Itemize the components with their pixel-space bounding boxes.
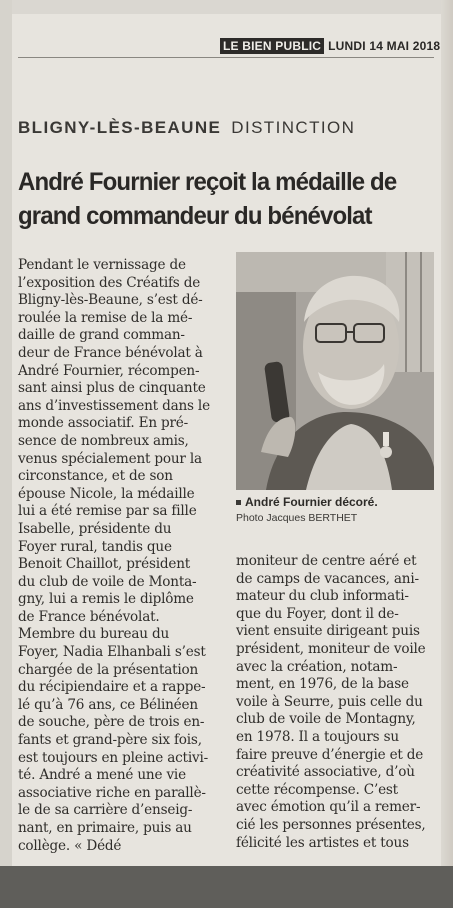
text-line: Benoit Chaillot, président: [18, 556, 191, 573]
text-line: moniteur de centre aéré et: [236, 553, 417, 569]
text-line: ment, en 1976, de la base: [236, 676, 409, 693]
caption-main: [236, 495, 436, 509]
text-line: le de sa carrière d’enseig-: [18, 802, 193, 819]
masthead: [220, 38, 440, 54]
text-line: roulée la remise de la mé-: [18, 309, 193, 326]
caption-bullet-icon: [236, 500, 241, 505]
headline-line-2: grand commandeur du bénévolat: [18, 202, 372, 230]
newspaper-name: LE BIEN PUBLIC: [220, 38, 324, 54]
article-column-left: [18, 257, 220, 855]
text-line: té. André a mené une vie: [18, 767, 186, 784]
text-line: est toujours en pleine activi-: [18, 749, 208, 766]
text-line: André Fournier, récompen-: [18, 362, 200, 379]
text-line: monde associatif. En pré-: [18, 415, 189, 432]
headline-line-1: André Fournier reçoit la médaille de: [18, 168, 397, 196]
text-line: fants et grand-père six fois,: [18, 732, 202, 749]
text-line: cié les personnes présentes,: [236, 816, 426, 833]
section-header: [18, 118, 355, 138]
caption-text: André Fournier décoré.: [245, 495, 378, 509]
issue-date: LUNDI 14 MAI 2018: [328, 39, 441, 53]
text-line: daille de grand comman-: [18, 327, 185, 344]
page-top-band: [12, 0, 441, 14]
article-headline: [18, 165, 421, 233]
text-line: président, moniteur de voile: [236, 640, 426, 657]
section-tag: DISTINCTION: [231, 118, 356, 137]
text-line: Foyer, Nadia Elhanbali s’est: [18, 644, 206, 661]
bleed-through-text: [438, 115, 453, 365]
text-line: lui a été remise par sa fille: [18, 503, 197, 520]
text-line: vient ensuite dirigeant puis: [236, 623, 420, 640]
text-line: sence de nombreux amis,: [18, 432, 189, 449]
portrait-image: [236, 252, 434, 490]
text-line: de souche, père de trois en-: [18, 714, 205, 731]
text-line: de camps de vacances, ani-: [236, 570, 419, 587]
text-line: club de voile de Montagny,: [236, 711, 416, 728]
text-line: l’exposition des Créatifs de: [18, 274, 201, 291]
page-bottom-shadow: [0, 866, 453, 908]
text-line: deur de France bénévolat à: [18, 344, 203, 361]
text-line: Isabelle, présidente du: [18, 520, 172, 537]
text-line: du club de voile de Monta-: [18, 573, 197, 590]
text-line: félicité les artistes et tous: [236, 834, 409, 851]
text-line: en 1978. Il a toujours su: [236, 728, 399, 745]
text-line: Membre du bureau du: [18, 626, 170, 643]
text-line: gny, lui a remis le diplôme: [18, 591, 194, 608]
text-line: créativité associative, d’où: [236, 764, 415, 781]
text-line: mateur du club informati-: [236, 588, 409, 605]
text-line: circonstance, et de son: [18, 468, 173, 485]
text-line: voile à Seurre, puis celle du: [236, 693, 423, 710]
text-line: lé qu’à 76 ans, ce Bélinéen: [18, 696, 198, 713]
text-line: cette récompense. C’est: [236, 781, 398, 798]
text-line: Foyer rural, tandis que: [18, 538, 172, 555]
text-line: épouse Nicole, la médaille: [18, 485, 195, 502]
text-line: que du Foyer, dont il de-: [236, 605, 399, 622]
text-line: faire preuve d’énergie et de: [236, 746, 424, 763]
photo-credit: Photo Jacques BERTHET: [236, 512, 358, 524]
article-photo: [236, 252, 434, 490]
text-line: venus spécialement pour la: [18, 450, 202, 467]
text-line: avec la création, notam-: [236, 658, 398, 675]
text-line: sant ainsi plus de cinquante: [18, 380, 206, 397]
text-line: associative riche en parallè-: [18, 784, 206, 801]
text-line: Pendant le vernissage de: [18, 257, 186, 273]
text-line: du récipiendaire et a rappe-: [18, 679, 206, 696]
text-line: nant, en primaire, puis au: [18, 820, 192, 836]
photo-caption: [236, 495, 436, 524]
text-line: collège. « Dédé: [18, 837, 122, 854]
article-column-right: [236, 553, 434, 852]
text-line: Bligny-lès-Beaune, s’est dé-: [18, 292, 203, 309]
text-line: ans d’investissement dans le: [18, 397, 210, 414]
page-shadow-left: [0, 0, 12, 908]
section-place: BLIGNY-LÈS-BEAUNE: [18, 118, 222, 137]
masthead-rule: [18, 57, 434, 58]
text-line: avec émotion qu’il a remer-: [236, 799, 421, 816]
text-line: chargée de la présentation: [18, 661, 199, 678]
text-line: de France bénévolat.: [18, 608, 160, 625]
